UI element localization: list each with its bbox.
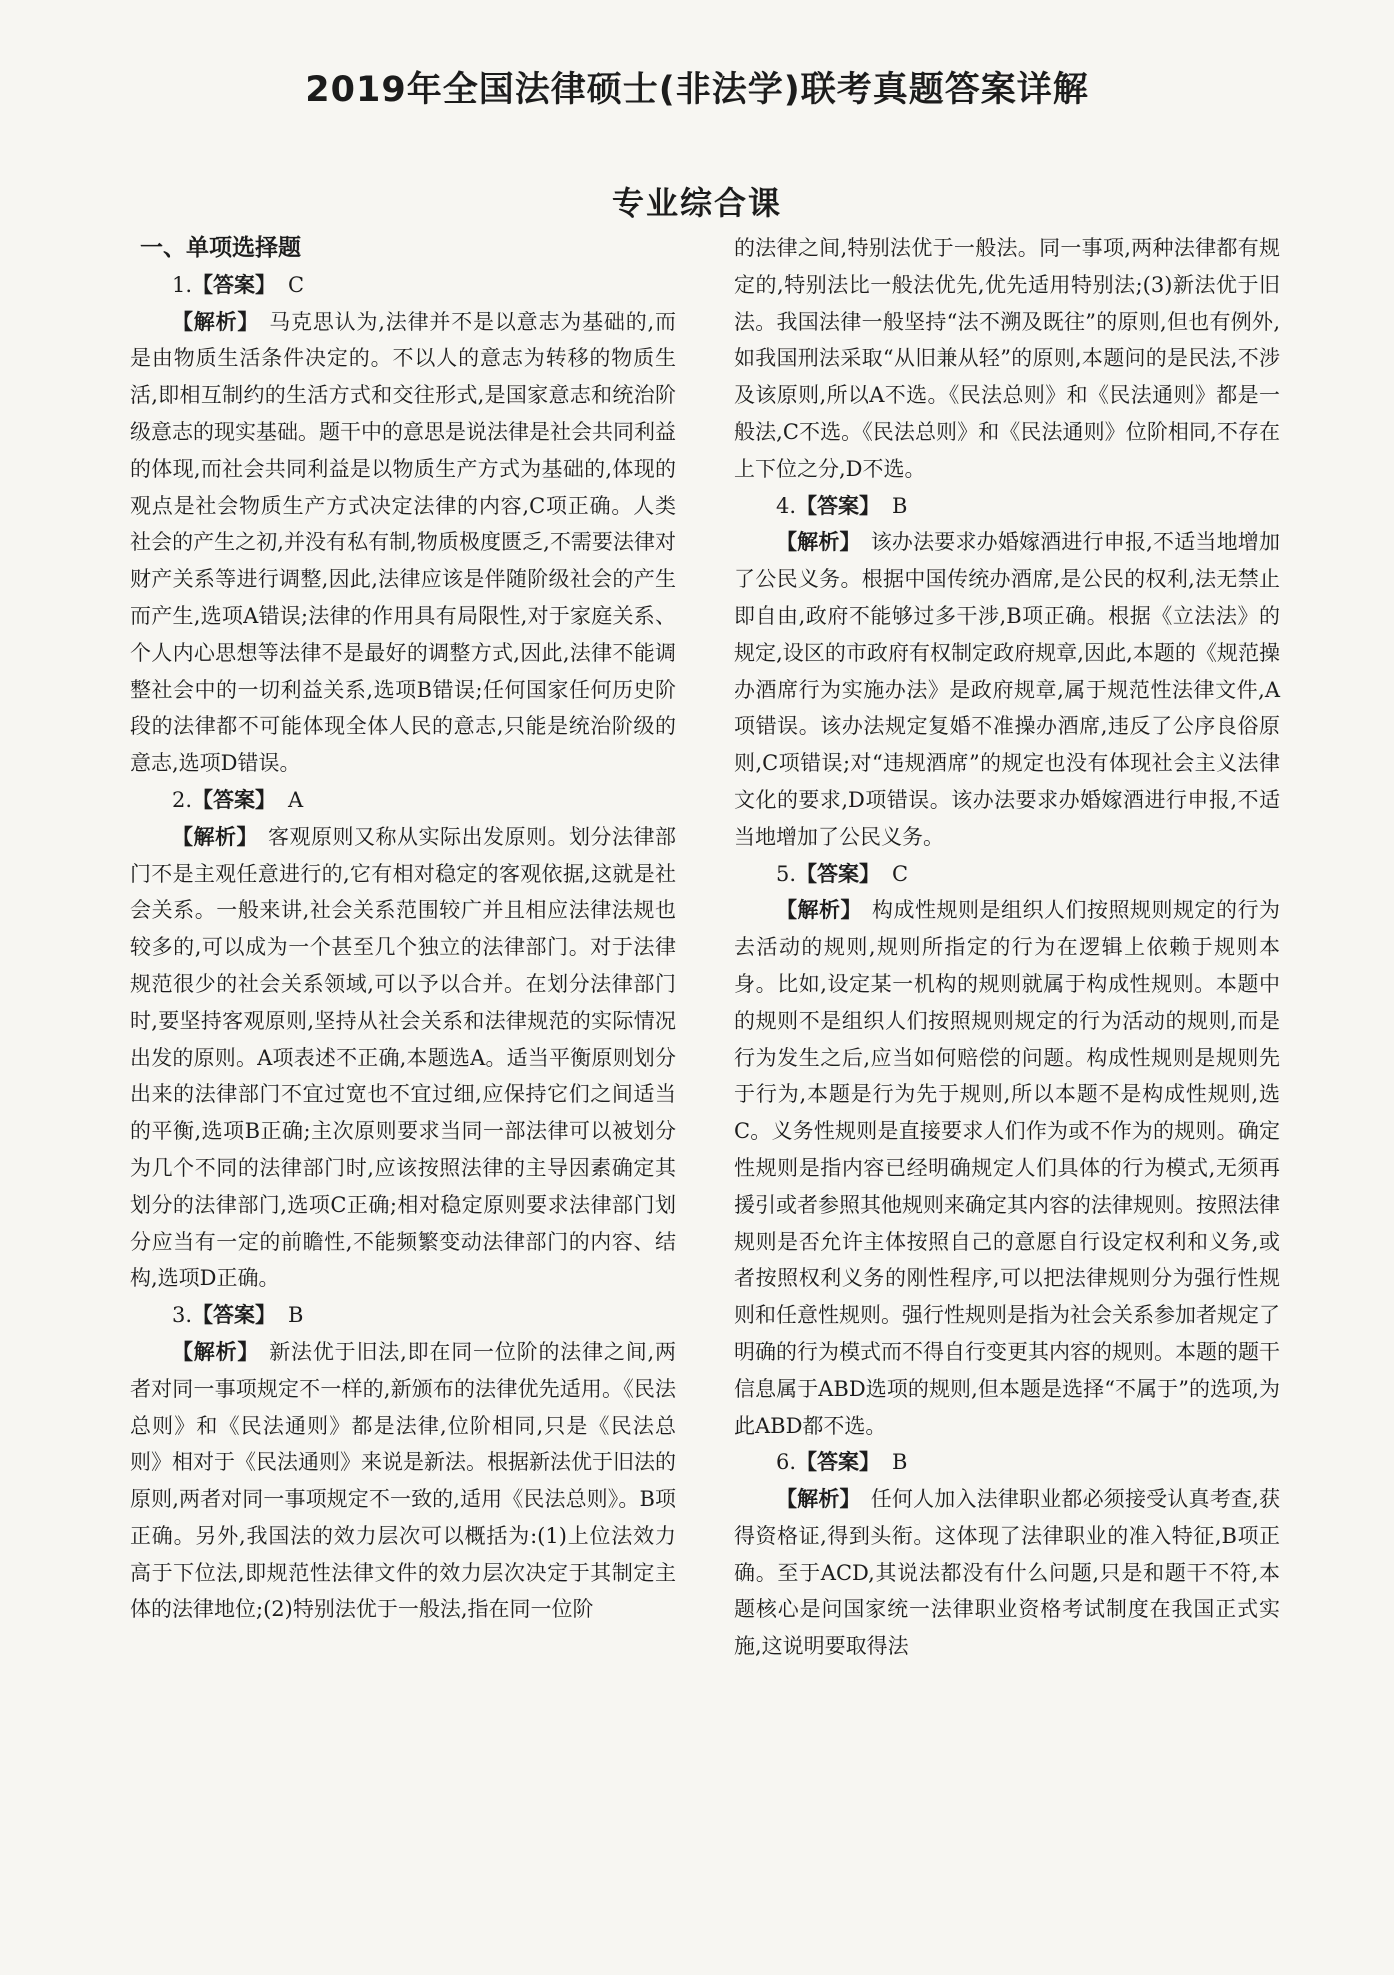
q4-answer-value: B — [892, 493, 908, 518]
q3-analysis-text-left: 新法优于旧法,即在同一位阶的法律之间,两者对同一事项规定不一样的,新颁布的法律优先适用。《民法总则》和《民法通则》都是法律,位阶相同,只是《民法总则》相对于《民法通则》来说是新法。根据新法优于旧法的原则,两者对同一事项规定不一致的,适用《民法总则》。B项正确。另外,我国法的效力层次可以概括为:(1)上位法效力高于下位法,即规范性法律文件的效力层次决定于其制定主体的法律地位;(2)特别法优于一般法,指在同一位阶 — [130, 1339, 676, 1622]
q6-answer — [734, 1444, 1280, 1481]
q4-analysis — [734, 524, 1280, 855]
answer-tag: 【答案】 — [192, 272, 277, 297]
q3-analysis — [130, 1334, 676, 1628]
analysis-tag: 【解析】 — [776, 530, 861, 555]
q3-analysis-continued: 的法律之间,特别法优于一般法。同一事项,两种法律都有规定的,特别法比一般法优先,优先适用特别法;(3)新法优于旧法。我国法律一般坚持“法不溯及既往”的原则,但也有例外,如我国刑法采取“从旧兼从轻”的原则,本题问的是民法,不涉及该原则,所以A不选。《民法总则》和《民法通则》都是一般法,C不选。《民法总则》和《民法通则》位阶相同,不存在上下位之分,D不选。 — [734, 236, 1280, 481]
q6-analysis — [734, 1481, 1280, 1665]
answer-tag: 【答案】 — [796, 493, 881, 518]
q5-answer — [734, 856, 1280, 893]
q1-analysis-text: 马克思认为,法律并不是以意志为基础的,而是由物质生活条件决定的。不以人的意志为转移的物质生活,即相互制约的生活方式和交往形式,是国家意志和统治阶级意志的现实基础。题干中的意思是说法律是社会共同利益的体现,而社会共同利益是以物质生产方式为基础的,体现的观点是社会物质生产方式决定法律的内容,C项正确。人类社会的产生之初,并没有私有制,物质极度匮乏,不需要法律对财产关系等进行调整,因此,法律应该是伴随阶级社会的产生而产生,选项A错误;法律的作用具有局限性,对于家庭关系、个人内心思想等法律不是最好的调整方式,因此,法律不能调整社会中的一切利益关系,选项B错误;任何国家任何历史阶段的法律都不可能体现全体人民的意志,只能是统治阶级的意志,选项D错误。 — [130, 309, 676, 776]
q2-answer-value: A — [288, 787, 304, 812]
q2-analysis — [130, 819, 676, 1297]
section-title: 专业综合课 — [611, 184, 782, 222]
q4-analysis-text: 该办法要求办婚嫁酒进行申报,不适当地增加了公民义务。根据中国传统办酒席,是公民的权利,法无禁止即自由,政府不能够过多干涉,B项正确。根据《立法法》的规定,设区的市政府有权制定政府规章,因此,本题的《规范操办酒席行为实施办法》是政府规章,属于规范性法律文件,A项错误。该办法规定复婚不准操办酒席,违反了公序良俗原则,C项错误;对“违规酒席”的规定也没有体现社会主义法律文化的要求,D项错误。该办法要求办婚嫁酒进行申报,不适当地增加了公民义务。 — [734, 530, 1280, 849]
answer-tag: 【答案】 — [796, 861, 881, 886]
analysis-tag: 【解析】 — [172, 824, 258, 849]
analysis-tag: 【解析】 — [776, 1487, 861, 1512]
page-title: 2019年全国法律硕士(非法学)联考真题答案详解 — [305, 70, 1089, 110]
q1-answer-value: C — [288, 272, 305, 297]
answer-tag: 【答案】 — [192, 1303, 277, 1328]
q2-answer — [130, 782, 676, 819]
right-column — [734, 230, 1280, 1665]
answer-tag: 【答案】 — [192, 787, 277, 812]
q5-analysis — [734, 892, 1280, 1444]
q1-analysis — [130, 304, 676, 782]
q2-number: 2. — [172, 787, 193, 812]
q3-number: 3. — [172, 1303, 193, 1328]
section-heading: 一、单项选择题 — [140, 235, 301, 261]
q1-answer — [130, 267, 676, 304]
analysis-tag: 【解析】 — [172, 309, 260, 334]
q6-analysis-text: 任何人加入法律职业都必须接受认真考查,获得资格证,得到头衔。这体现了法律职业的准入特征,B项正确。至于ACD,其说法都没有什么问题,只是和题干不符,本题核心是问国家统一法律职业资格考试制度在我国正式实施,这说明要取得法 — [734, 1487, 1280, 1659]
q3-answer — [130, 1297, 676, 1334]
analysis-tag: 【解析】 — [776, 898, 862, 923]
analysis-tag: 【解析】 — [172, 1339, 260, 1364]
q5-answer-value: C — [892, 861, 909, 886]
q6-answer-value: B — [892, 1450, 908, 1475]
q5-analysis-text: 构成性规则是组织人们按照规则规定的行为去活动的规则,规则所指定的行为在逻辑上依赖于规则本身。比如,设定某一机构的规则就属于构成性规则。本题中的规则不是组织人们按照规则规定的行为活动的规则,而是行为发生之后,应当如何赔偿的问题。构成性规则是规则先于行为,本题是行为先于规则,所以本题不是构成性规则,选C。义务性规则是直接要求人们作为或不作为的规则。确定性规则是指内容已经明确规定人们具体的行为模式,无须再援引或者参照其他规则来确定其内容的法律规则。按照法律规则是否允许主体按照自己的意愿自行设定权利和义务,或者按照权利义务的刚性程序,可以把法律规则分为强行性规则和任意性规则。强行性规则是指为社会关系参加者规定了明确的行为模式而不得自行变更其内容的规则。本题的题干信息属于ABD选项的规则,但本题是选择“不属于”的选项,为此ABD都不选。 — [734, 898, 1280, 1438]
q4-number: 4. — [776, 493, 797, 518]
left-column — [130, 230, 676, 1628]
q2-analysis-text: 客观原则又称从实际出发原则。划分法律部门不是主观任意进行的,它有相对稳定的客观依据,这就是社会关系。一般来讲,社会关系范围较广并且相应法律法规也较多的,可以成为一个甚至几个独立的法律部门。对于法律规范很少的社会关系领域,可以予以合并。在划分法律部门时,要坚持客观原则,坚持从社会关系和法律规范的实际情况出发的原则。A项表述不正确,本题选A。适当平衡原则划分出来的法律部门不宜过宽也不宜过细,应保持它们之间适当的平衡,选项B正确;主次原则要求当同一部法律可以被划分为几个不同的法律部门时,应该按照法律的主导因素确定其划分的法律部门,选项C正确;相对稳定原则要求法律部门划分应当有一定的前瞻性,不能频繁变动法律部门的内容、结构,选项D正确。 — [130, 824, 676, 1291]
answer-tag: 【答案】 — [796, 1450, 881, 1475]
q6-number: 6. — [776, 1450, 797, 1475]
q4-answer — [734, 488, 1280, 525]
q3-answer-value: B — [288, 1303, 304, 1328]
q1-number: 1. — [172, 272, 193, 297]
q5-number: 5. — [776, 861, 797, 886]
